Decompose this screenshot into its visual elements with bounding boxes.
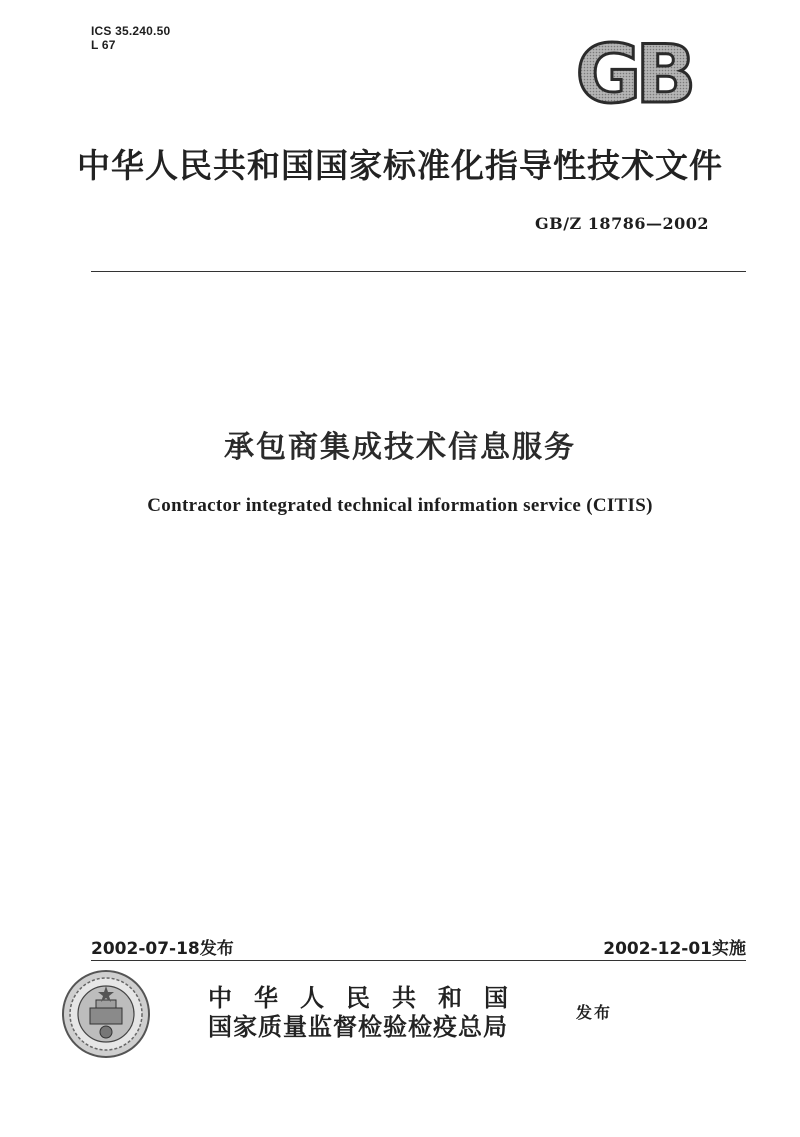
issuer-block bbox=[208, 984, 530, 1042]
standard-number: GB/Z 18786—2002 bbox=[535, 214, 709, 233]
gb-logo bbox=[553, 36, 713, 114]
bottom-divider bbox=[91, 960, 746, 961]
publish-label: 发布 bbox=[576, 1003, 613, 1022]
implementation-date: 2002-12-01实施 bbox=[603, 939, 746, 959]
document-type-title: 中华人民共和国国家标准化指导性技术文件 bbox=[77, 146, 723, 185]
title-english: Contractor integrated technical information service (CITIS) bbox=[147, 495, 653, 516]
top-divider bbox=[91, 271, 746, 272]
classification-codes bbox=[91, 24, 170, 52]
national-emblem-icon bbox=[60, 968, 152, 1060]
ics-code: ICS 35.240.50 bbox=[91, 24, 171, 38]
gb-logo-text: GB bbox=[575, 36, 691, 114]
issue-date: 2002-07-18发布 bbox=[91, 939, 234, 959]
ccs-code: L 67 bbox=[91, 38, 116, 52]
issuer-line-1: 中华人民共和国 bbox=[208, 984, 530, 1012]
title-chinese: 承包商集成技术信息服务 bbox=[224, 430, 576, 465]
issuer-line-2: 国家质量监督检验检疫总局 bbox=[208, 1013, 508, 1041]
